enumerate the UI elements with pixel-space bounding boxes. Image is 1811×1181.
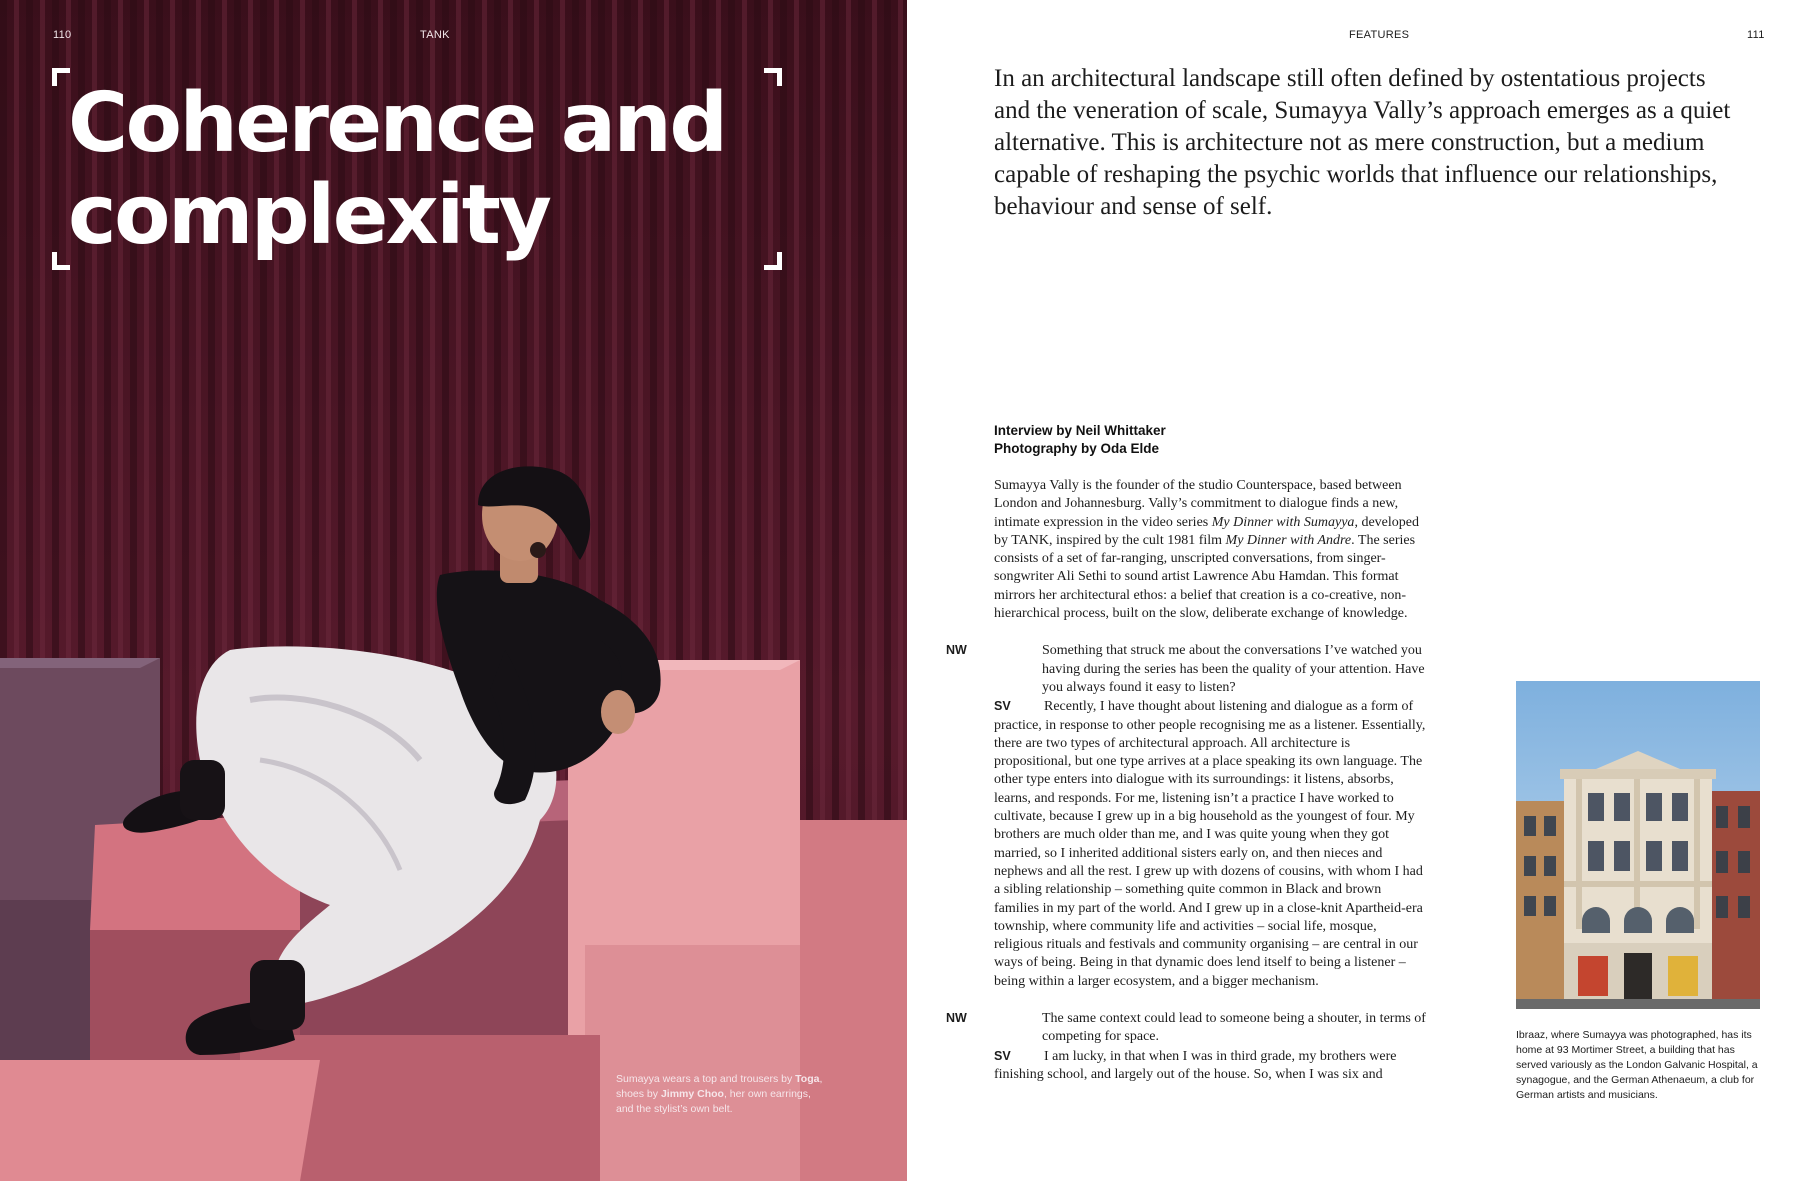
question-text: Something that struck me about the conversations I’ve watched you having during the series has been the quality of your attention. Have you always found it easy to listen?	[1042, 643, 1425, 695]
caption-brand: Toga	[795, 1073, 820, 1085]
folio-page-number: 111	[1747, 29, 1765, 41]
folio-section-name: FEATURES	[1349, 29, 1410, 41]
series-title: My Dinner with Sumayya	[1211, 514, 1355, 530]
caption-text: Sumayya wears a top and trousers by	[616, 1073, 796, 1085]
article-title	[68, 78, 788, 262]
interview-question	[946, 641, 1426, 697]
credits	[994, 422, 1166, 458]
building-photo	[1516, 681, 1760, 1009]
interview-answer	[994, 1047, 1426, 1085]
interview-answer	[994, 697, 1426, 991]
intro-paragraph	[994, 477, 1426, 623]
speaker-initials: NW	[946, 1011, 967, 1026]
caption-text: , her own earrings, and the stylist’s own belt.	[616, 1088, 811, 1115]
speaker-initials: SV	[994, 699, 1011, 714]
question-text: The same context could lead to someone being a shouter, in terms of competing for space.	[1042, 1011, 1426, 1045]
intro-text: , developed by TANK, inspired by the cult 1981 film	[994, 514, 1419, 548]
photography-credit: Photography by Oda Elde	[994, 441, 1160, 456]
answer-text: I am lucky, in that when I was in third grade, my brothers were finishing school, and largely out of the house. So, when I was six and	[994, 1048, 1397, 1082]
caption-brand: Jimmy Choo	[660, 1088, 724, 1100]
interview-credit: Interview by Neil Whittaker	[994, 423, 1166, 438]
folio-page-number: 110	[53, 29, 72, 41]
interview-question	[946, 1009, 1426, 1047]
photo-caption	[616, 1072, 831, 1117]
title-line-1: Coherence and	[68, 76, 726, 171]
intro-text: Sumayya Vally is the founder of the studio Counterspace, based between London and Johannesburg. Vally’s commitment to dialogue finds a new, intimate expression in the video series	[994, 478, 1402, 530]
title-line-2: complexity	[68, 168, 550, 263]
speaker-initials: SV	[994, 1048, 1011, 1063]
intro-text: . The series consists of a set of far-ranging, unscripted conversations, from singer-songwriter Ali Sethi to sound artist Lawrence Abu Hamdan. This format mirrors her architectural ethos: a belief that creation is a co-creative, non-hierarchical process, built on the slow, deliberate exchange of knowledge.	[994, 532, 1416, 622]
speaker-initials: NW	[946, 643, 967, 658]
standfirst: In an architectural landscape still often defined by ostentatious projects and the veneration of scale, Sumayya Vally’s approach emerges as a quiet alternative. This is architecture not as mere construction, but a medium capable of reshaping the psychic worlds that influence our relationships, behaviour and sense of self.	[994, 65, 1731, 220]
article-body	[946, 477, 1426, 1084]
folio-magazine-name: TANK	[420, 29, 450, 41]
film-title: My Dinner with Andre	[1225, 532, 1352, 548]
title-block	[52, 68, 782, 270]
caption-text: , shoes by	[616, 1073, 823, 1100]
answer-text: Recently, I have thought about listening and dialogue as a form of practice, in response to other people recognising me as a listener. Essentially, there are two types of architectural approach. All architecture is propositional, but one type arrives at a place speaking its own language. The other type enters into dialogue with its surroundings: it listens, absorbs, learns, and responds. For me, listening isn’t a practice I have worked to cultivate, because I grew up in a big household as the youngest of four. My brothers are much older than me, and I was quite young when they got married, so I inherited additional sisters early on, and then nieces and nephews and all the rest. I grew up with dozens of cousins, with whom I had a sibling relationship – something quite common in Black and brown families in my part of the world. And I grew up in a close-knit Apartheid-era township, where community life and activities – social life, mosque, religious rituals and festivals and community organising – are central in our ways of being. Being in that dynamic does lend itself to being a listener – being within a larger ecosystem, and a bigger mechanism.	[994, 699, 1426, 989]
building-caption: Ibraaz, where Sumayya was photographed, has its home at 93 Mortimer Street, a building that has served variously as the London Galvanic Hospital, a synagogue, and the German Athenaeum, a club for German artists and musicians.	[1516, 1029, 1758, 1101]
